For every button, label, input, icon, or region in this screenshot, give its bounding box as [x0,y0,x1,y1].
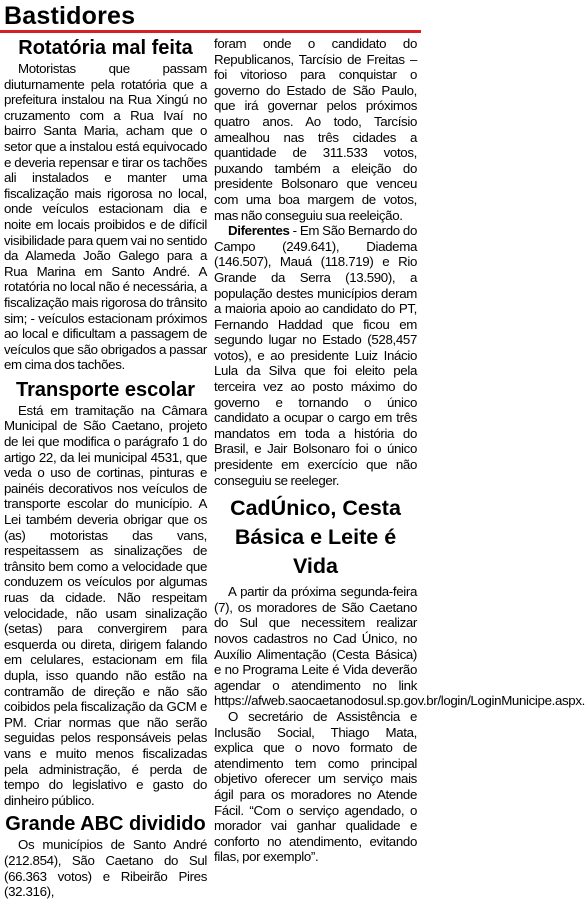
article-paragraph: Está em tramitação na Câmara Municipal de São Caetano, projeto de lei que modifica o parágrafo 1 do artigo 22, da lei municipal 4531, que veda o uso de cortinas, pinturas e painéis decorativos nos veículos de transporte escolar do município. A Lei também deveria obrigar que os (as) motoristas das vans, respeitassem as sinalizações de trânsito bem como a velocidade que conduzem os veículos por algumas ruas da cidade. Não respeitam velocidade, não usam sinalização (setas) para convergirem para esquerda ou direta, dirigem falando em celulares, estacionam em fila dupla, isso quando não estão na contramão de direção e não são coibidos pela fiscalização da GCM e PM. Criar normas que não serão seguidas pelos responsáveis pelas vans e muito menos fiscalizadas pela administração, é perda de tempo do legislativo e gasto do dinheiro público. [4,402,207,808]
paragraph-lead: Diferentes [228,223,290,239]
section-rule [0,30,421,33]
article-paragraph: A partir da próxima segunda-feira (7), os moradores de São Caetano do Sul que necessitem realizar novos cadastros no Cad Único, no Auxílio Alimentação (Cesta Básica) e no Programa Leite é Vida deverão agendar o atendimento no link https://afweb.saocaetanodosul.sp.gov.br/login/LoginMunicipe.aspx. [214,584,585,709]
section-header [0,0,421,34]
article-title-transporte: Transporte escolar [16,378,195,401]
paragraph-text: - Em São Bernardo do Campo (249.641), Diadema (146.507), Mauá (118.719) e Rio Grande da Serra (13.590), a população destes municípios deram a maioria apoio ao candidato do PT, Fernando Haddad que ficou em segundo lugar no Estado (528,457 votos), e ao presidente Luiz Inácio Lula da Silva que foi eleito pela terceira vez ao posto máximo do governo e tornando o único candidato a ocupar o cargo em três mandatos em toda a história do Brasil, e Jair Bolsonaro foi o único presidente em exercício que não conseguiu se reeleger. [214,223,417,488]
article-paragraph-continued: foram onde o candidato do Republicanos, Tarcísio de Freitas – foi vitorioso para conquistar o governo do Estado de São Paulo, que irá governar pelos próximos quatro anos. Ao todo, Tarcísio amealhou nas três cidades a quantidade de 311.533 votos, puxando também a eleição do presidente Bolsonaro que venceu com uma boa margem de votos, mas não conseguiu sua reeleição. [214,36,417,223]
right-column [214,36,585,910]
article-title-rotatoria: Rotatória mal feita [18,37,193,59]
article-paragraph: Os municípios de Santo André (212.854), São Caetano do Sul (66.363 votos) e Ribeirão Pires (32.316), [4,837,207,900]
section-title: Bastidores [4,2,136,30]
article-title-grande-abc: Grande ABC dividido [5,813,206,836]
article-title-cadunico [214,494,417,581]
title-line-2: Básica e Leite é Vida [234,525,397,579]
article-paragraph: Motoristas que passam diuturnamente pela rotatória que a prefeitura instalou na Rua Xingú no cruzamento com a Rua Ivaí no bairro Santa Maria, acham que o setor que a instalou está equivocado e deveria repensar e tirar os tachões ali instalados e manter uma fiscalização mais rigorosa no local, onde veículos estacionam dia e noite em locais proibidos e de difícil visibilidade para quem vai no sentido da Alameda João Galego para a Rua Marina em Santo André. A rotatória no local não é necessária, a fiscalização mais rigorosa do trânsito sim; - veículos estacionam próximos ao local e dificultam a passagem de veículos que são obrigados a passar em cima dos tachões. [4,61,207,373]
left-column [4,36,207,910]
article-paragraph-diferentes [214,223,417,488]
title-line-1: CadÚnico, Cesta [230,496,401,521]
article-paragraph: O secretário de Assistência e Inclusão Social, Thiago Mata, explica que o novo formato de atendimento tem como principal objetivo oferecer um serviço mais ágil para os moradores no Atende Fácil. “Com o serviço agendado, o morador vai ganhar qualidade e conforto no atendimento, evitando filas, por exemplo”. [214,708,417,865]
